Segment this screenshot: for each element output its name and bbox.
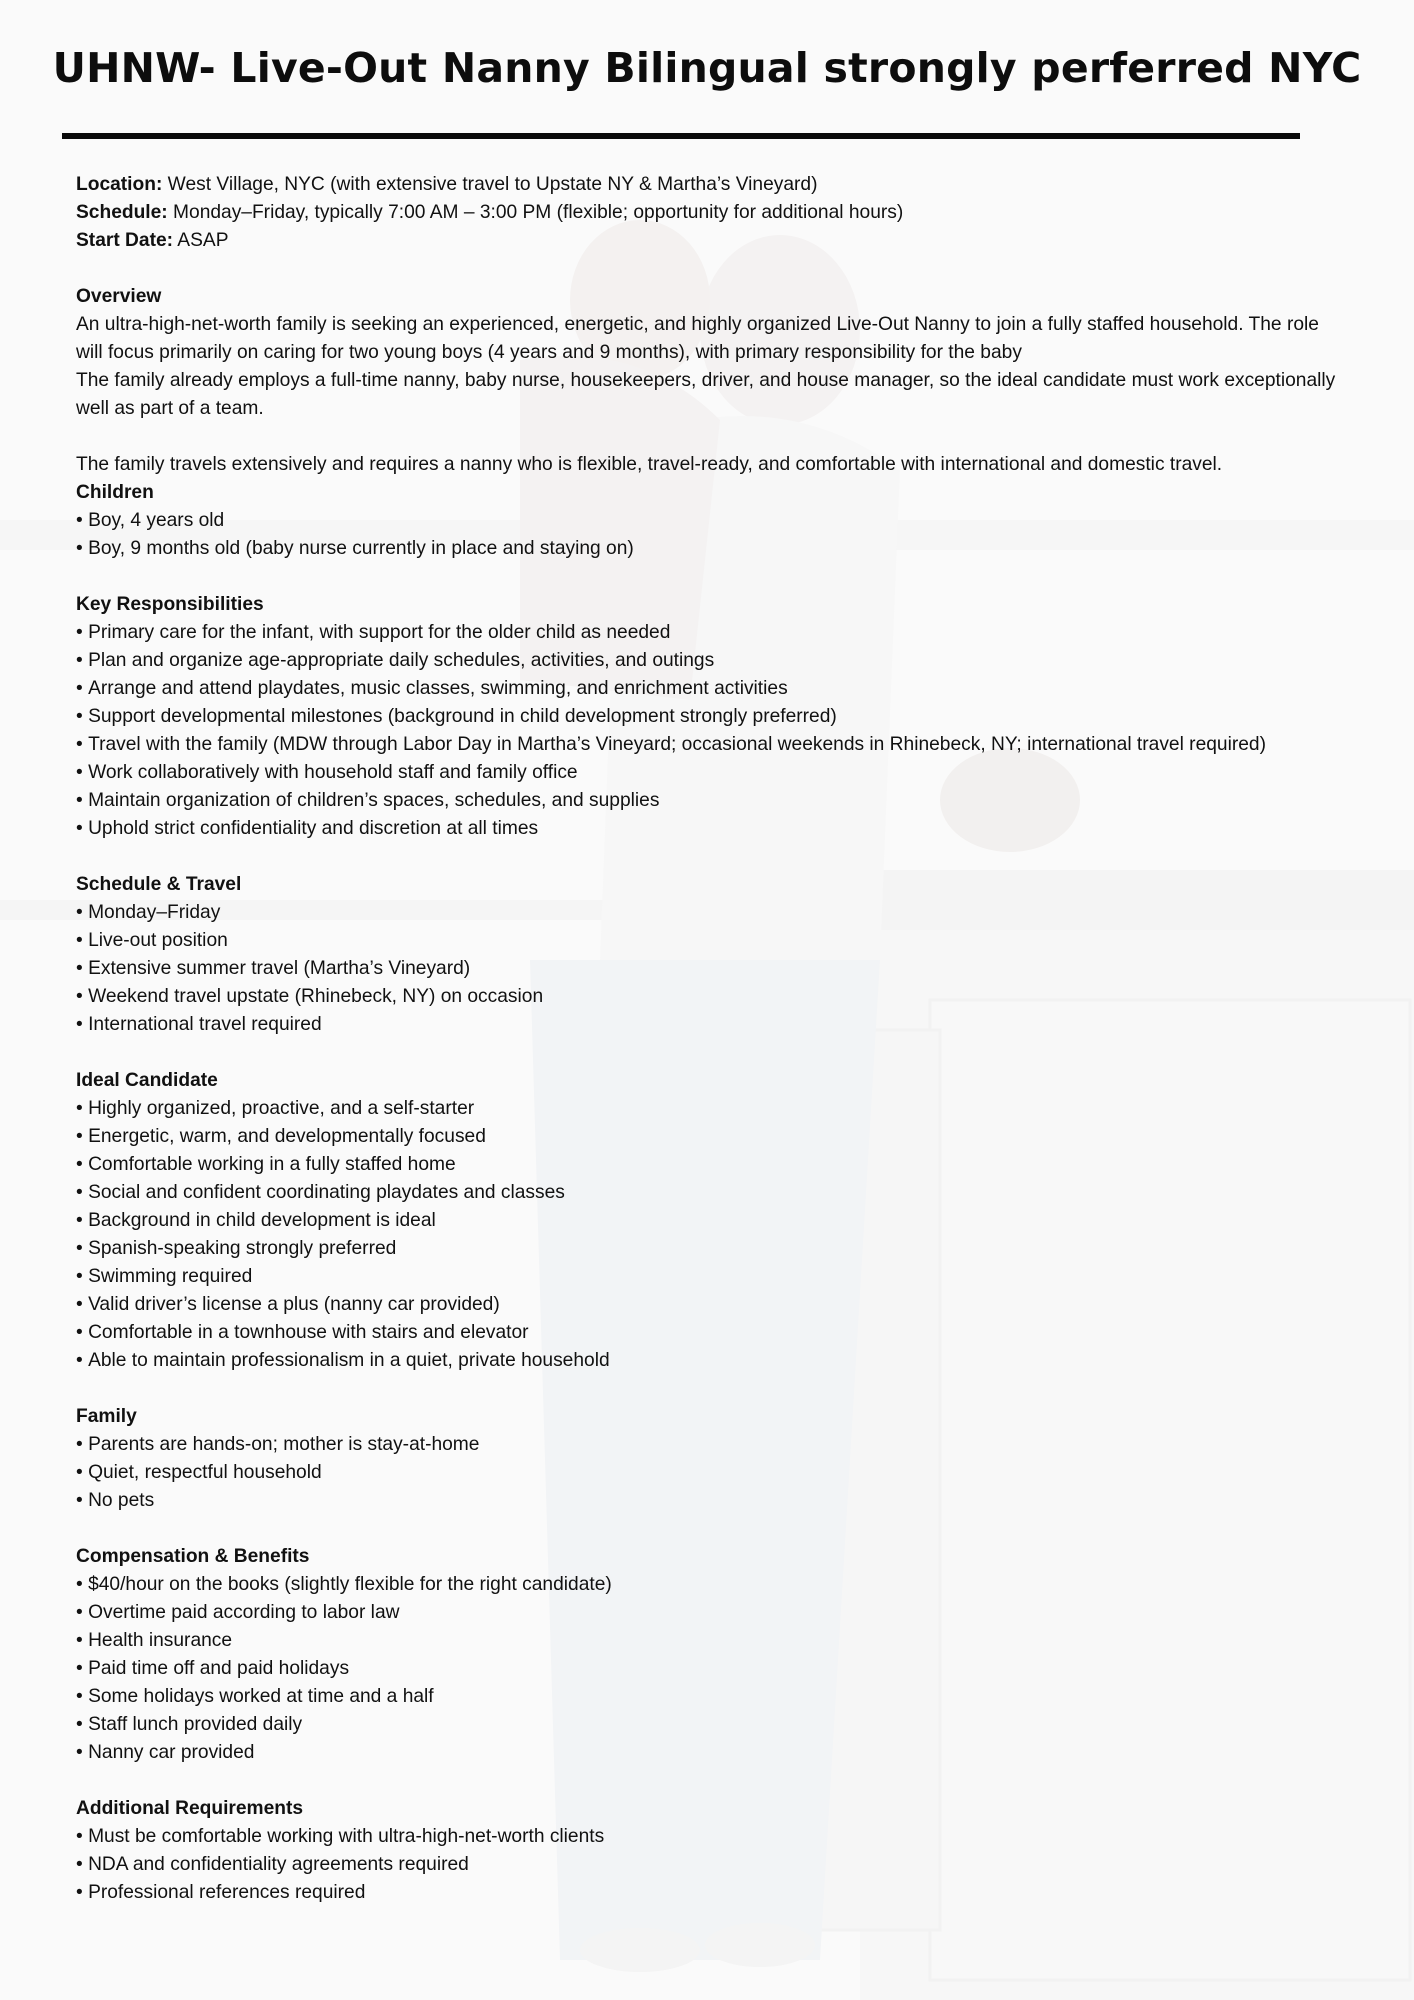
- details-block: [76, 171, 1336, 255]
- list-item: • Maintain organization of children’s spaces, schedules, and supplies: [76, 787, 1336, 815]
- posting-content: [76, 171, 1336, 1907]
- list-item: • Overtime paid according to labor law: [76, 1599, 1336, 1627]
- list-item: • Live-out position: [76, 927, 1336, 955]
- schedule-travel-section: [76, 871, 1336, 1039]
- section-heading: Family: [76, 1406, 137, 1427]
- list-item: • No pets: [76, 1487, 1336, 1515]
- section-heading: Additional Requirements: [76, 1798, 304, 1819]
- travel-note-section: [76, 451, 1336, 479]
- list-item: • Weekend travel upstate (Rhinebeck, NY) on occasion: [76, 983, 1336, 1011]
- detail-location: [76, 171, 1336, 199]
- list-item: • NDA and confidentiality agreements required: [76, 1851, 1336, 1879]
- overview-paragraph: An ultra-high-net-worth family is seeking an experienced, energetic, and highly organized Live-Out Nanny to join a fully staffed household. The role will focus primarily on caring for two young boys (4 years and 9 months), with primary responsibility for the baby: [76, 314, 1319, 363]
- list-item: • Social and confident coordinating playdates and classes: [76, 1179, 1336, 1207]
- list-item: • Arrange and attend playdates, music classes, swimming, and enrichment activities: [76, 675, 1336, 703]
- bullet-list: [76, 1431, 1336, 1515]
- bullet-list: [76, 1095, 1336, 1375]
- list-item: • Professional references required: [76, 1879, 1336, 1907]
- bullet-list: [76, 899, 1336, 1039]
- additional-requirements-section: [76, 1795, 1336, 1907]
- list-item: • Background in child development is ideal: [76, 1207, 1336, 1235]
- list-item: • Uphold strict confidentiality and discretion at all times: [76, 815, 1336, 843]
- list-item: • Comfortable in a townhouse with stairs and elevator: [76, 1319, 1336, 1347]
- section-heading: Overview: [76, 286, 162, 307]
- overview-paragraph: The family already employs a full-time nanny, baby nurse, housekeepers, driver, and house manager, so the ideal candidate must work exceptionally well as part of a team.: [76, 370, 1336, 419]
- bullet-list: [76, 1823, 1336, 1907]
- list-item: • Swimming required: [76, 1263, 1336, 1291]
- list-item: • Some holidays worked at time and a half: [76, 1683, 1336, 1711]
- list-item: • Paid time off and paid holidays: [76, 1655, 1336, 1683]
- list-item: • Nanny car provided: [76, 1739, 1336, 1767]
- overview-section: [76, 283, 1336, 423]
- bullet-list: [76, 1571, 1336, 1767]
- section-heading: Children: [76, 482, 154, 503]
- list-item: • Work collaboratively with household staff and family office: [76, 759, 1336, 787]
- list-item: • Spanish-speaking strongly preferred: [76, 1235, 1336, 1263]
- detail-schedule: [76, 199, 1336, 227]
- list-item: • Plan and organize age-appropriate daily schedules, activities, and outings: [76, 647, 1336, 675]
- sections-list: [76, 479, 1336, 1907]
- list-item: • Travel with the family (MDW through Labor Day in Martha’s Vineyard; occasional weekends in Rhinebeck, NY; international travel required): [76, 731, 1336, 759]
- detail-label: Location:: [76, 174, 163, 195]
- list-item: • Quiet, respectful household: [76, 1459, 1336, 1487]
- compensation-benefits-section: [76, 1543, 1336, 1767]
- list-item: • International travel required: [76, 1011, 1336, 1039]
- list-item: • Able to maintain professionalism in a quiet, private household: [76, 1347, 1336, 1375]
- list-item: • Monday–Friday: [76, 899, 1336, 927]
- detail-label: Start Date:: [76, 230, 174, 251]
- section-heading: Ideal Candidate: [76, 1070, 218, 1091]
- children-section: [76, 479, 1336, 563]
- title-divider: [62, 133, 1300, 139]
- list-item: • Staff lunch provided daily: [76, 1711, 1336, 1739]
- list-item: • Comfortable working in a fully staffed home: [76, 1151, 1336, 1179]
- page-title: UHNW- Live-Out Nanny Bilingual strongly perferred NYC: [52, 44, 1362, 92]
- detail-label: Schedule:: [76, 202, 168, 223]
- detail-start-date: [76, 227, 1336, 255]
- list-item: • Energetic, warm, and developmentally focused: [76, 1123, 1336, 1151]
- section-heading: Schedule & Travel: [76, 874, 242, 895]
- list-item: • $40/hour on the books (slightly flexible for the right candidate): [76, 1571, 1336, 1599]
- detail-value: Monday–Friday, typically 7:00 AM – 3:00 PM (flexible; opportunity for additional hours): [167, 202, 904, 223]
- bullet-list: [76, 507, 1336, 563]
- list-item: • Extensive summer travel (Martha’s Vineyard): [76, 955, 1336, 983]
- list-item: • Boy, 4 years old: [76, 507, 1336, 535]
- travel-note: The family travels extensively and requires a nanny who is flexible, travel-ready, and comfortable with international and domestic travel.: [76, 454, 1223, 475]
- detail-value: West Village, NYC (with extensive travel to Upstate NY & Martha’s Vineyard): [162, 174, 818, 195]
- bullet-list: [76, 619, 1336, 843]
- list-item: • Parents are hands-on; mother is stay-at-home: [76, 1431, 1336, 1459]
- key-responsibilities-section: [76, 591, 1336, 843]
- list-item: • Must be comfortable working with ultra-high-net-worth clients: [76, 1823, 1336, 1851]
- list-item: • Valid driver’s license a plus (nanny car provided): [76, 1291, 1336, 1319]
- ideal-candidate-section: [76, 1067, 1336, 1375]
- list-item: • Primary care for the infant, with support for the older child as needed: [76, 619, 1336, 647]
- family-section: [76, 1403, 1336, 1515]
- section-heading: Compensation & Benefits: [76, 1546, 310, 1567]
- section-heading: Key Responsibilities: [76, 594, 264, 615]
- list-item: • Highly organized, proactive, and a self-starter: [76, 1095, 1336, 1123]
- list-item: • Support developmental milestones (background in child development strongly preferred): [76, 703, 1336, 731]
- list-item: • Health insurance: [76, 1627, 1336, 1655]
- detail-value: ASAP: [173, 230, 229, 251]
- list-item: • Boy, 9 months old (baby nurse currently in place and staying on): [76, 535, 1336, 563]
